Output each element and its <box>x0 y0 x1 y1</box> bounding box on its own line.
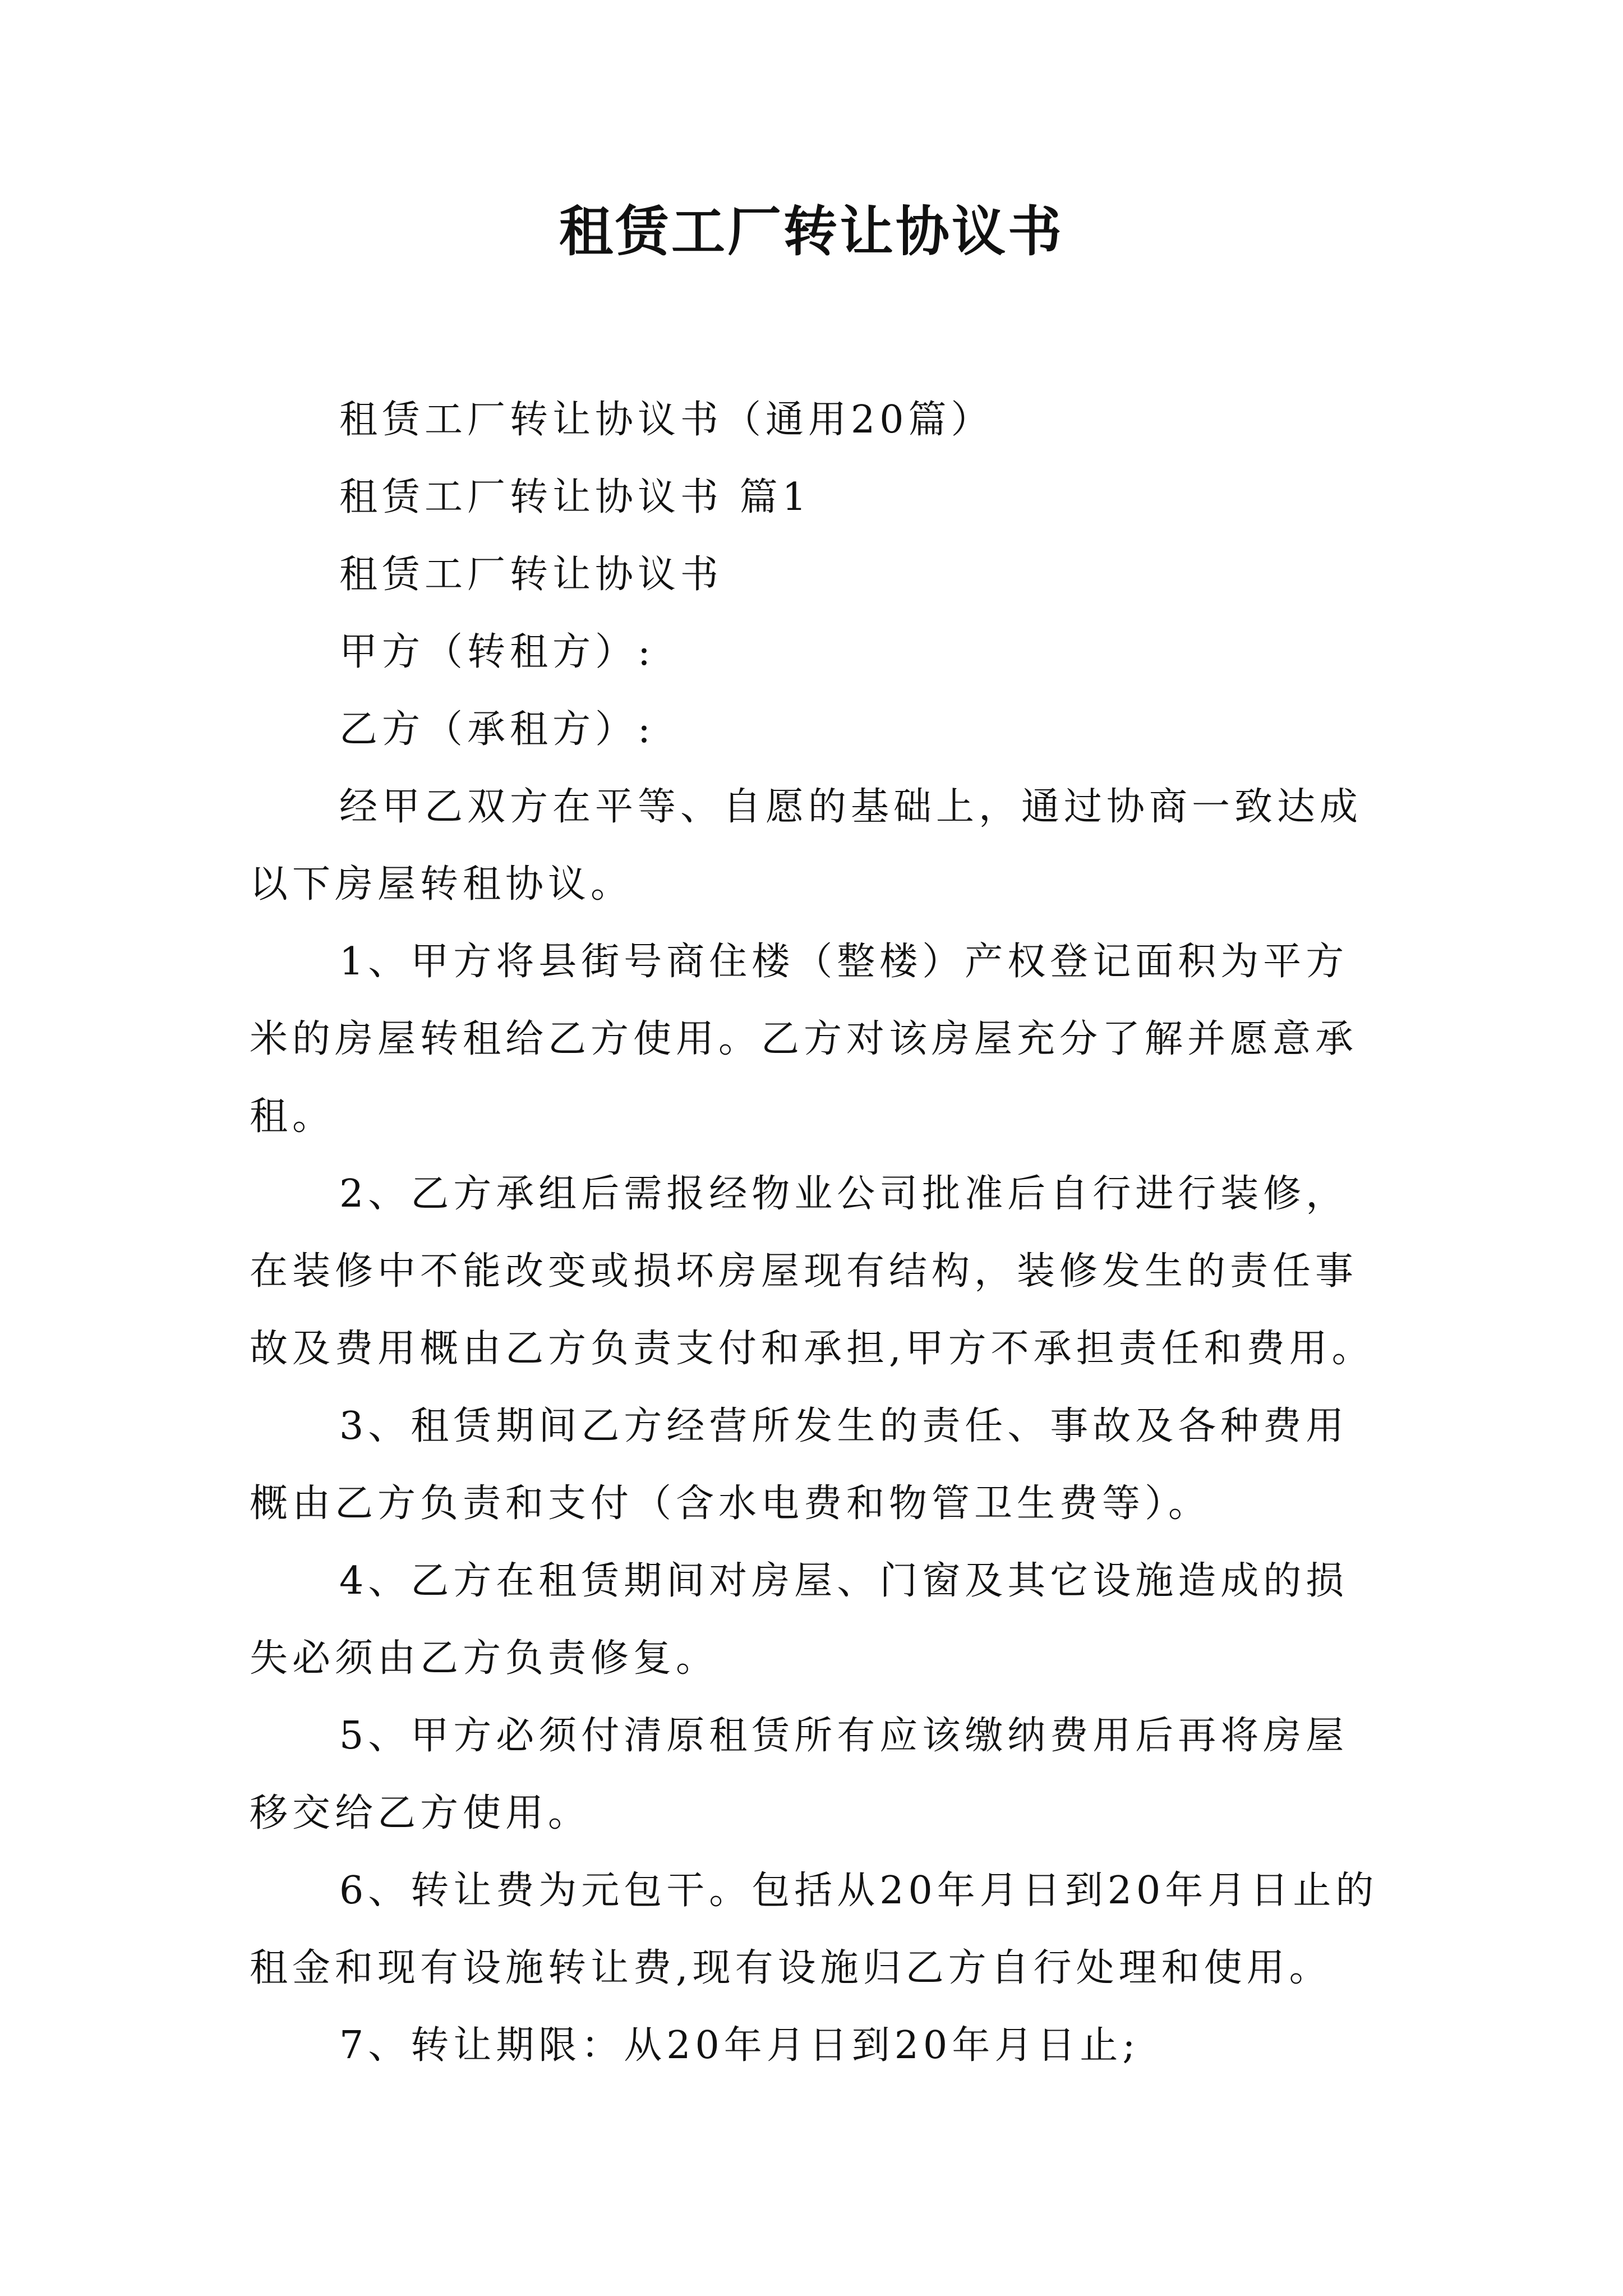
paragraph: 6、转让费为元包干。包括从20年月日到20年月日止的租金和现有设施转让费,现有设施归乙方自行处理和使用。 <box>250 1869 1378 1990</box>
paragraph: 4、乙方在租赁期间对房屋、门窗及其它设施造成的损失必须由乙方负责修复。 <box>250 1559 1349 1681</box>
paragraph: 租赁工厂转让协议书 篇1 <box>339 475 811 519</box>
paragraph: 5、甲方必须付清原租赁所有应该缴纳费用后再将房屋移交给乙方使用。 <box>250 1714 1349 1835</box>
paragraph: 乙方（承租方）: <box>339 707 655 752</box>
paragraph: 3、租赁期间乙方经营所发生的责任、事故及各种费用概由乙方负责和支付（含水电费和物管卫生费等）。 <box>250 1404 1349 1526</box>
paragraph: 租赁工厂转让协议书（通用20篇） <box>339 398 994 442</box>
paragraph: 1、甲方将县街号商住楼（整楼）产权登记面积为平方米的房屋转租给乙方使用。乙方对该房屋充分了解并愿意承租。 <box>250 940 1358 1139</box>
paragraph: 经甲乙双方在平等、自愿的基础上，通过协商一致达成以下房屋转租协议。 <box>250 785 1363 907</box>
document-title: 租赁工厂转让协议书 <box>559 200 1064 263</box>
paragraph: 2、乙方承组后需报经物业公司批准后自行进行装修，在装修中不能改变或损坏房屋现有结构，装修发生的责任事故及费用概由乙方负责支付和承担,甲方不承担责任和费用。 <box>250 1172 1375 1371</box>
paragraph: 甲方（转租方）: <box>339 630 655 674</box>
document-body <box>250 381 1388 2085</box>
paragraph: 7、转让期限：从20年月日到20年月日止; <box>339 2023 1140 2068</box>
paragraph: 租赁工厂转让协议书 <box>339 553 723 597</box>
